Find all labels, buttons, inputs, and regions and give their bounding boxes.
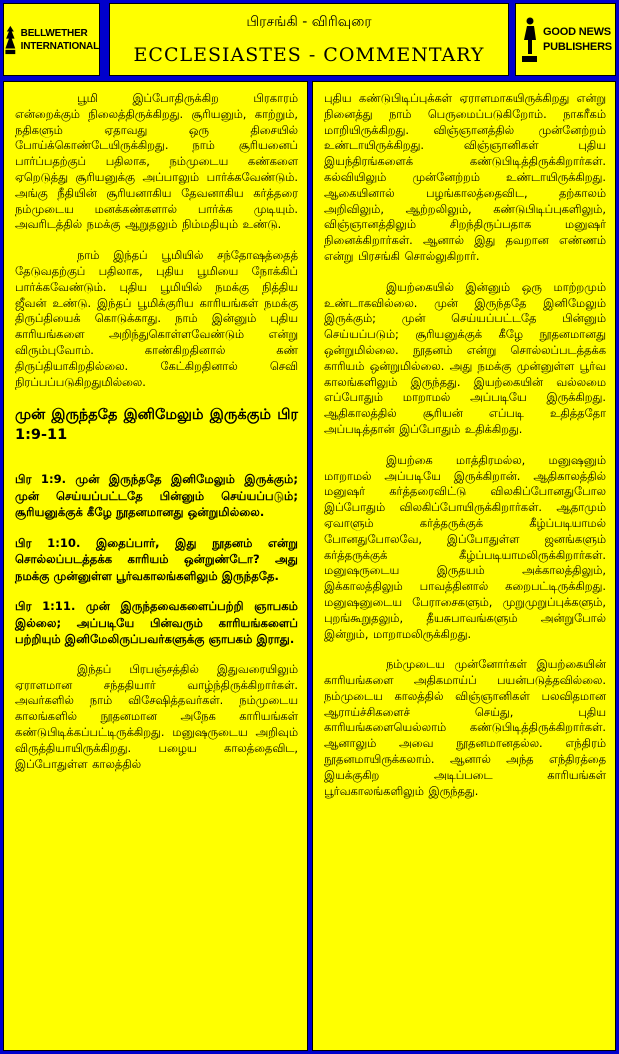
verse-1-9: பிர 1:9. முன் இருந்ததே இனிமேலும் இருக்கும்; முன் செய்யப்பட்டதே பின்னும் செய்யப்படும்; சூரியனுக்குக் கீழே நூதனமானது ஒன்றுமில்லை. [15, 472, 298, 520]
verse-1-11: பிர 1:11. முன் இருந்தவைகளைப்பற்றி ஞாபகம் இல்லை; அப்படியே பின்வரும் காரியங்களைப் பற்றியும் இனிமேலிருப்பவர்களுக்கு ஞாபகம் இராது. [15, 599, 298, 647]
left-paragraph-3: இந்தப் பிரபஞ்சத்தில் இதுவரையிலும் ஏராளமான சந்ததியார் வாழ்ந்திருக்கிறார்கள். அவர்களில் நாம் விசேஷித்தவர்கள். நம்முடைய காலங்களில் நூதனமான அநேக காரியங்கள் கண்டுபிடிக்கப்பட்டிருக்கிறது. மனுஷருடைய அறிவும் விருத்தியாயிருக்கிறது. பழைய காலத்தைவிட, இப்போதுள்ள காலத்தில் [15, 661, 298, 771]
section-heading: முன் இருந்ததே இனிமேலும் இருக்கும் பிர 1:9-11 [15, 407, 298, 444]
good-news-publishers-logo [515, 3, 616, 76]
page-header [109, 3, 509, 76]
left-column [3, 81, 308, 1051]
title-english: ECCLESIASTES - COMMENTARY [133, 44, 485, 66]
right-paragraph-3: இயற்கை மாத்திரமல்ல, மனுஷனும் மாறாமல் அப்படியே இருக்கிறான். ஆதிகாலத்தில் மனுஷர் கர்த்தரைவிட்டு விலகிப்போனதுபோல இப்போதும் விலகிப்போயிருக்கிறார்கள். ஆதாமும் ஏவாளும் கர்த்தருக்குக் கீழ்ப்படியாமல் போனதுபோலவே, இப்போதுள்ள ஜனங்களும் கர்த்தருக்குக் கீழ்ப்படியாமலிருக்கிறார்கள். மனுஷருடைய இருதயம் அக்காலத்திலும், இக்காலத்திலும் பாவத்தினால் கறைபட்டிருக்கிறது. மனுஷனுடைய பேராசைகளும், முறுமுறுப்புக்களும், புறங்கூறுதலும், தீயசுபாவங்களும் அன்றுபோல் இன்றும், மாறாமலிருக்கிறது. [324, 452, 606, 641]
bellwether-sheep-icon [4, 18, 17, 62]
right-paragraph-4: நம்முடைய முன்னோர்கள் இயற்கையின் காரியங்களை அதிகமாய்ப் பயன்படுத்தவில்லை. நம்முடைய காலத்தில் விஞ்ஞானிகள் பலவிதமான ஆராய்ச்சிகளைச் செய்து, புதிய காரியங்களையெல்லாம் கண்டுபிடித்திருக்கிறார்கள். ஆனாலும் அவை நூதனமானதல்ல. எந்திரம் நூதனமாயிருக்கலாம். ஆனால் அந்த எந்திரத்தை இயக்குகிற அடிப்படை காரியங்கள் பூர்வகாலங்களிலும் இருந்தது. [324, 657, 606, 798]
logo-left-line1: BELLWETHER [20, 27, 88, 39]
title-tamil: பிரசங்கி - விரிவுரை [246, 14, 372, 30]
logo-left-line2: INTERNATIONAL [20, 40, 99, 52]
publisher-figure-icon [519, 16, 539, 64]
right-paragraph-2: இயற்கையில் இன்னும் ஒரு மாற்றமும் உண்டாகவில்லை. முன் இருந்ததே இனிமேலும் இருக்கும்; முன் செய்யப்பட்டதே பின்னும் செய்யப்படும்; சூரியனுக்குக் கீழே நூதனமானது ஒன்றுமில்லை. நூதனம் என்று சொல்லப்படத்தக்க காரியம் ஒன்றுமில்லை. அது நமக்கு முன்னுள்ள பூர்வ காலங்களிலும் இருந்தது. இயற்கையின் வல்லமை எப்போதும் மாறாமல் அப்படியே இருக்கிறது. ஆதிகாலத்தில் சூரியன் எப்படி உதித்ததோ அப்படித்தான் இப்போதும் உதிக்கிறது. [324, 279, 606, 436]
right-paragraph-1: புதிய கண்டுபிடிப்புக்கள் ஏராளமாகயிருக்கிறது என்று நினைத்து நாம் பெருமைப்படுகிறோம். நாகரீகம் மாறியிருக்கிறது. விஞ்ஞானத்தில் முன்னேற்றம் உண்டாயிருக்கிறது. விஞ்ஞானிகள் புதிய இயந்திரங்களைக் கண்டுபிடித்திருக்கிறார்கள். கல்வியிலும் முன்னேற்றம் உண்டாயிருக்கிறது. ஆகையினால் பழங்காலத்தைவிட, தற்காலம் அறிவிலும், ஆற்றலிலும், கண்டுபிடிப்புகளிலும், விஞ்ஞானத்திலும் சிறந்திருப்பதாக மனுஷர் நினைக்கிறார்கள். ஆனால் இது தவறான எண்ணம் என்று பிரசங்கி சொல்லுகிறார். [324, 91, 606, 263]
verse-1-10: பிர 1:10. இதைப்பார், இது நூதனம் என்று சொல்லப்படத்தக்க காரியம் ஒன்றுண்டோ? அது நமக்கு முன்னுள்ள பூர்வகாலங்களிலும் இருந்ததே. [15, 535, 298, 583]
left-paragraph-1: பூமி இப்போதிருக்கிற பிரகாரம் என்றைக்கும் நிலைத்திருக்கிறது. சூரியனும், காற்றும், நதிகளும் ஏதாவது ஒரு திசையில் போய்க்கொண்டேயிருக்கிறது. நாம் சூரியனைப் பார்ப்பதற்குப் பதிலாக, நம்முடைய கண்களை ஏறெடுத்து சூரியனுக்கு அப்பாலும் பார்க்கவேண்டும். அங்கு நீதியின் சூரியனாகிய தேவனாகிய கர்த்தரை நம்முடைய மனக்கண்களால் பார்க்க முடியும். அவரிடத்தில் நமக்கு ஆறுதலும் நிம்மதியும் உண்டு. [15, 91, 298, 232]
right-column [312, 81, 616, 1051]
good-news-logo-text [543, 25, 612, 55]
logo-right-line2: PUBLISHERS [543, 40, 612, 53]
bellwether-logo-text [21, 27, 99, 53]
logo-right-line1: GOOD NEWS [543, 25, 611, 38]
left-paragraph-2: நாம் இந்தப் பூமியில் சந்தோஷத்தைத் தேடுவதற்குப் பதிலாக, புதிய பூமியை நோக்கிப் பார்க்கவேண்டும். புதிய பூமியில் நமக்கு நித்திய ஜீவன் உண்டு. இந்தப் பூமிக்குரிய காரியங்கள் நமக்கு திருப்தியைக் கொடுக்காது. நாம் இன்னும் புதிய காரியங்களை அறிந்துகொள்ளவேண்டும் என்று விரும்புவோம். காண்கிறதினால் கண் திருப்தியாகிறதில்லை. கேட்கிறதினால் செவி நிரப்பப்படுகிறதுமில்லை. [15, 248, 298, 389]
bellwether-logo [3, 3, 100, 76]
